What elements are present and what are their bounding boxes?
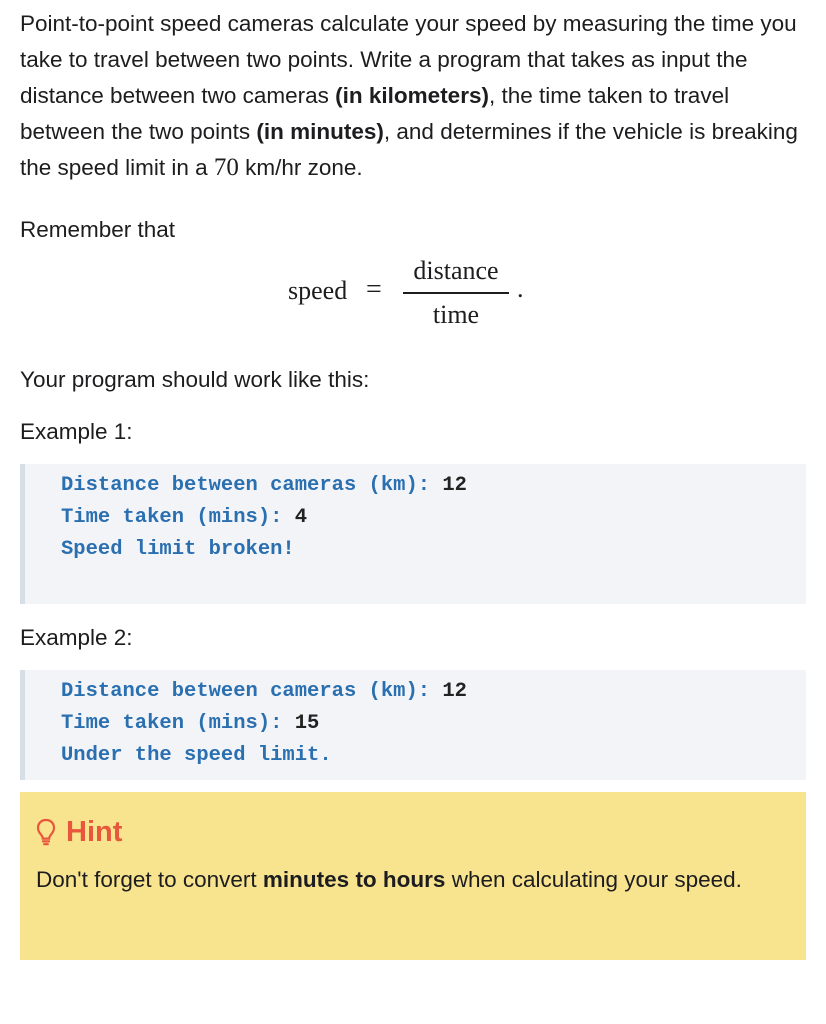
intro-bold-km: (in kilometers) [335,83,489,108]
hint-box [20,792,806,960]
code-prompt: Time taken (mins): [61,712,295,735]
example-1-label: Example 1: [20,419,133,444]
hint-text [36,862,790,897]
code-output: Under the speed limit. [61,744,332,767]
code-output: Speed limit broken! [61,538,295,561]
example-2-label: Example 2: [20,625,133,650]
hint-text-2: when calculating your speed. [445,867,742,892]
hint-bold: minutes to hours [262,867,446,892]
speed-formula [20,256,806,348]
hint-text-1: Don't forget to convert [36,867,263,892]
formula-numerator: distance [413,256,499,285]
code-input-value: 15 [294,712,320,735]
formula-lhs: speed [288,276,348,305]
code-line [61,470,806,502]
lightbulb-icon [36,818,56,846]
code-line [61,708,806,740]
code-line [61,740,806,772]
code-line [61,534,806,566]
formula-denominator: time [432,299,480,329]
code-prompt: Distance between cameras (km): [61,474,443,497]
code-prompt: Time taken (mins): [61,506,295,529]
formula-fraction [403,256,509,330]
remember-text: Remember that [20,217,176,242]
intro-bold-minutes: (in minutes) [256,119,384,144]
work-text: Your program should work like this: [20,367,370,392]
code-prompt: Distance between cameras (km): [61,680,443,703]
intro-text-3: , and determines if the vehicle is breaking the speed limit in a [20,119,798,180]
fraction-bar [403,292,509,294]
intro-text-2: , the time taken to travel between the two points [20,83,730,144]
hint-title: Hint [66,816,123,848]
speed-limit-value: 70 [213,154,239,181]
formula-period: . [517,274,524,303]
code-input-value: 4 [294,506,308,529]
hint-header [36,814,790,850]
intro-text-1: Point-to-point speed cameras calculate your speed by measuring the time you take to travel between two points. Write a program that takes as input the distance between two cameras [20,11,797,108]
formula-equals: = [366,274,382,305]
example-1-code-block [20,464,806,604]
code-input-value: 12 [442,474,467,497]
intro-text-4: km/hr zone. [238,155,363,180]
code-line [61,502,806,534]
code-input-value: 12 [442,680,467,703]
code-line [61,676,806,708]
example-2-code-block [20,670,806,780]
intro-paragraph [20,0,806,186]
